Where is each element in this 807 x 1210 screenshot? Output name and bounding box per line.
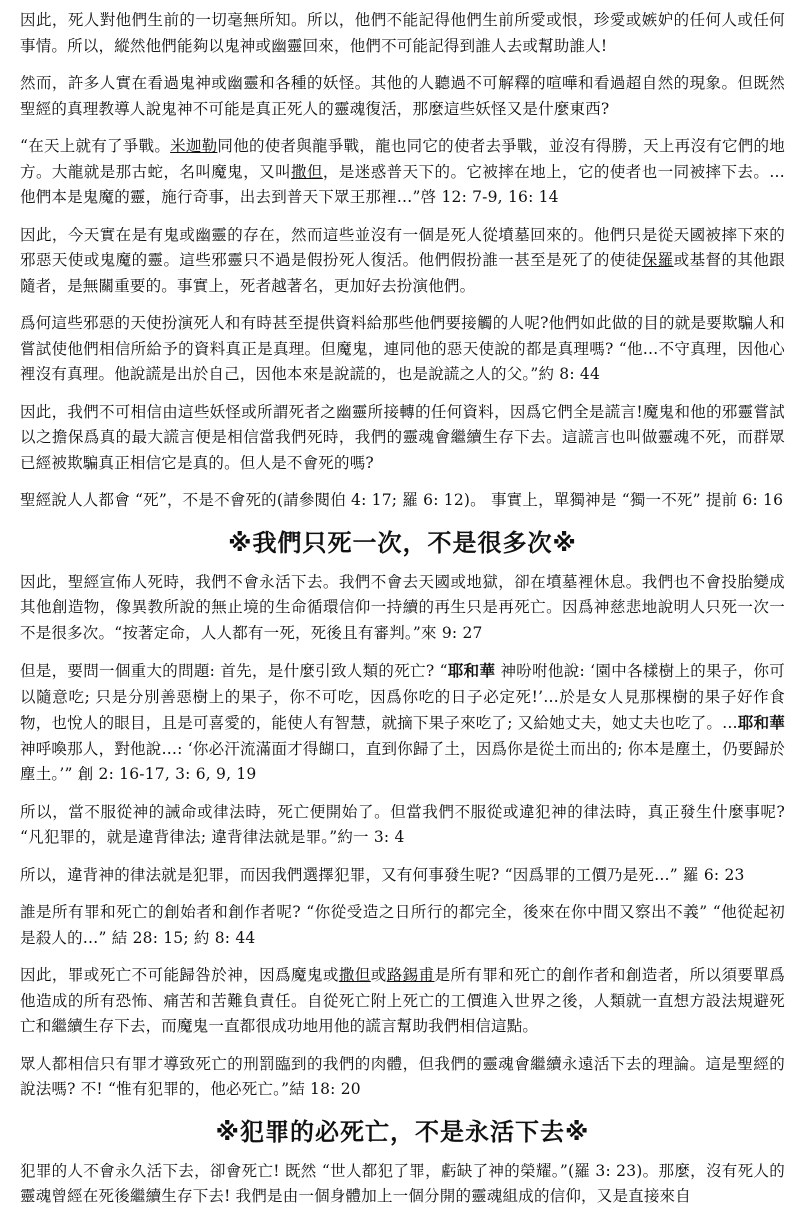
text-run: 是所有罪和死亡的創作者和創造者，所以須要單爲他造成的所有恐怖、痛苦和苦難負責任。自從死亡附上死亡的工價進入世界之後，人類就一直想方設法規避死亡和繼續生存下去，而魔鬼一直都很成功地用他的謊言幫助我們相信這點。 xyxy=(20,966,785,1035)
paragraph-p12 xyxy=(20,900,785,951)
text-run: “在天上就有了爭戰。 xyxy=(20,137,171,155)
text-run: ，是迷惑普天下的。它被摔在地上，它的使者也一同被摔下去。…他們本是鬼魔的靈，施行奇事，出去到普天下眾王那裡…”啓 12: 7-9, 16: 14 xyxy=(20,162,785,206)
paragraph-p8 xyxy=(20,570,785,647)
paragraph-p4 xyxy=(20,223,785,300)
bold-name: 耶和華 xyxy=(737,713,785,732)
text-run: 因此，聖經宣佈人死時，我們不會永活下去。我們不會去天國或地獄，卻在墳墓裡休息。我們也不會投胎變成其他創造物，像異教所說的無止境的生命循環信仰一持續的再生只是再死亡。因爲神慈悲地說明人只死一次一不是很多次。“按著定命，人人都有一死，死後且有審判。”來 9: 27 xyxy=(20,572,785,642)
text-run: 同他的使者與龍爭戰，龍也同它的使者去爭戰，並沒有得勝，天上再沒有它們的地方。大龍就是那古蛇，名叫魔鬼，又叫 xyxy=(20,137,785,181)
text-run: 然而，許多人實在看過鬼神或幽靈和各種的妖怪。其他的人聽過不可解釋的喧嘩和看過超自然的現象。但既然聖經的真理教導人說鬼神不可能是真正死人的靈魂復活，那麼這些妖怪又是什麼東西? xyxy=(20,74,785,118)
paragraph-p11 xyxy=(20,863,785,889)
text-run: 因此，今天實在是有鬼或幽靈的存在，然而這些並沒有一個是死人從墳墓回來的。他們只是從天國被摔下來的邪惡天使或鬼魔的靈。這些邪靈只不過是假扮死人復活。他們假扮誰一甚至是死了的使徒 xyxy=(20,225,785,269)
paragraph-p15 xyxy=(20,1159,785,1210)
underlined-name: 保羅 xyxy=(641,251,674,269)
text-run: 爲何這些邪惡的天使扮演死人和有時甚至提供資料給那些他們要接觸的人呢?他們如此做的目的就是要欺騙人和嘗試使他們相信所給予的資料真正是真理。但魔鬼，連同他的惡天使說的都是真理嗎? “他…不守真理，因他心裡沒有真理。他說謊是出於自己，因他本來是說謊的，也是說謊之人的父。”約 8: 44 xyxy=(20,314,785,383)
text-run: 犯罪的人不會永久活下去，卻會死亡! 既然 “世人都犯了罪，虧缺了神的榮耀。”(羅 3: 23)。那麼，沒有死人的靈魂曾經在死後繼續生存下去! 我們是由一個身體加上一個分開的靈魂組成的信仰，又是直接來自 xyxy=(20,1161,785,1205)
text-run: 所以，違背神的律法就是犯罪，而因我們選擇犯罪，又有何事發生呢? “因爲罪的工價乃是死…” 羅 6: 23 xyxy=(20,865,745,884)
section-intro xyxy=(20,8,785,514)
text-run: 因此，我們不可相信由這些妖怪或所謂死者之幽靈所接轉的任何資料，因爲它們全是謊言!魔鬼和他的邪靈嘗試以之擔保爲真的最大謊言便是相信當我們死時，我們的靈魂會繼續生存下去。這謊言也叫做靈魂不死，而群眾已經被欺騙真正相信它是真的。但人是不會死的嗎? xyxy=(20,402,785,472)
section-die-once xyxy=(20,570,785,1103)
text-run: 聖經說人人都會 “死”，不是不會死的(請參閱伯 4: 17; 羅 6: 12)。 事實上，單獨神是 “獨一不死” 提前 6: 16 xyxy=(20,491,784,509)
text-run: 或 xyxy=(370,966,387,984)
underlined-name: 路錫甫 xyxy=(386,966,435,984)
paragraph-p13 xyxy=(20,963,785,1040)
section-sinner-dies xyxy=(20,1159,785,1210)
text-run: 所以，當不服從神的誡命或律法時，死亡便開始了。但當我們不服從或違犯神的律法時，真正發生什麼事呢? “凡犯罪的，就是違背律法; 違背律法就是罪。”約一 3: 4 xyxy=(20,802,785,846)
text-run: 因此，死人對他們生前的一切毫無所知。所以，他們不能記得他們生前所愛或恨，珍愛或嫉妒的任何人或任何事情。所以，縱然他們能夠以鬼神或幽靈回來，他們不可能記得到誰人去或幫助誰人! xyxy=(20,11,785,55)
text-run: 但是，要問一個重大的問題: 首先，是什麼引致人類的死亡? “ xyxy=(20,662,448,680)
text-run: 誰是所有罪和死亡的創始者和創作者呢? “你從受造之日所行的都完全，後來在你中間又察出不義” “他從起初是殺人的…” 結 28: 15; 約 8: 44 xyxy=(20,903,785,947)
section-heading-die-once: ※我們只死一次，不是很多次※ xyxy=(228,528,577,557)
text-run: 或基督的其他跟隨者，是無關重要的。事實上，死者越著名，更加好去扮演他們。 xyxy=(20,251,785,295)
paragraph-p10 xyxy=(20,800,785,851)
text-run: 眾人都相信只有罪才導致死亡的刑罰臨到的我們的肉體，但我們的靈魂會繼續永遠活下去的理論。這是聖經的說法嗎? 不! “惟有犯罪的，他必死亡。”結 18: 20 xyxy=(20,1054,785,1098)
paragraph-p5 xyxy=(20,311,785,388)
bold-name: 耶和華 xyxy=(447,661,496,680)
paragraph-p6 xyxy=(20,400,785,477)
paragraph-p7 xyxy=(20,488,785,514)
paragraph-p3 xyxy=(20,134,785,211)
paragraph-p14 xyxy=(20,1052,785,1103)
text-run: 神吩咐他說: ‘園中各樣樹上的果子，你可以隨意吃; 只是分別善惡樹上的果子，你不可吃，因爲你吃的日子必定死!’…於是女人見那棵樹的果子好作食物，也悅人的眼目，且是可喜愛的，能使人有智慧，就摘下果子來吃了; 又給她丈夫，她丈夫也吃了。… xyxy=(20,662,785,732)
paragraph-p1 xyxy=(20,8,785,59)
text-run: 因此，罪或死亡不可能歸咎於神，因爲魔鬼或 xyxy=(20,966,339,984)
underlined-name: 撒但 xyxy=(291,162,323,181)
paragraph-p2 xyxy=(20,71,785,122)
section-heading-sinner-dies: ※犯罪的必死亡，不是永活下去※ xyxy=(215,1117,590,1146)
text-run: 神呼喚那人，對他說…: ‘你必汗流滿面才得餬口，直到你歸了土，因爲你是從土而出的; 你本是塵土，仍要歸於塵土。’” 創 2: 16-17, 3: 6, 9, 19 xyxy=(20,739,785,783)
underlined-name: 米迦勒 xyxy=(170,137,218,155)
underlined-name: 撒但 xyxy=(338,966,371,984)
paragraph-p9 xyxy=(20,658,785,788)
